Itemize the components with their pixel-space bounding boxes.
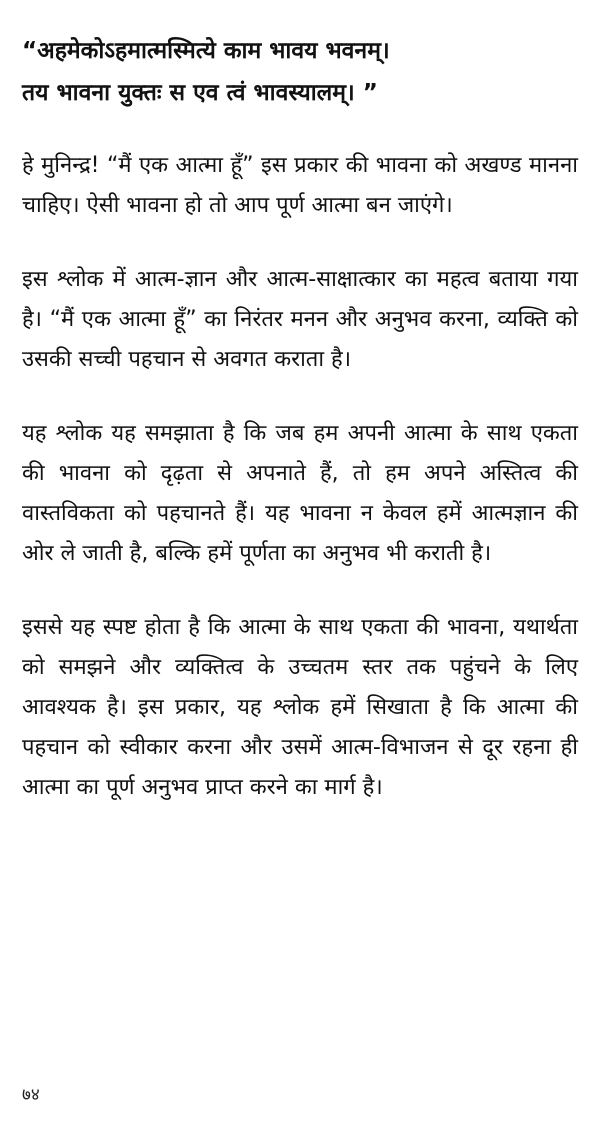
- page-number: ७४: [22, 1085, 40, 1105]
- shloka-line-2: तय भावना युक्तः स एव त्वं भावस्यालम्। ”: [22, 80, 378, 106]
- paragraph-3: यह श्लोक यह समझाता है कि जब हम अपनी आत्मा के साथ एकता की भावना को दृढ़ता से अपनाते हैं, तो हम अपने अस्तित्व की वास्तविकता को पहचानते हैं। यह भावना न केवल हमें आत्मज्ञान की ओर ले जाती है, बल्कि हमें पूर्णता का अनुभव भी कराती है।: [22, 421, 578, 566]
- paragraph-1: हे मुनिन्द्र! “मैं एक आत्मा हूँ” इस प्रकार की भावना को अखण्ड मानना चाहिए। ऐसी भावना हो तो आप पूर्ण आत्मा बन जाएंगे।: [22, 153, 578, 218]
- page-content: [22, 30, 578, 842]
- paragraph-2: इस श्लोक में आत्म-ज्ञान और आत्म-साक्षात्कार का महत्व बताया गया है। “मैं एक आत्मा हूँ” का निरंतर मनन और अनुभव करना, व्यक्ति को उसकी सच्ची पहचान से अवगत कराता है।: [22, 267, 578, 372]
- shloka-verse: [22, 30, 578, 114]
- shloka-line-1: “अहमेकोऽहमात्मस्मित्ये काम भावय भवनम्।: [22, 38, 390, 64]
- paragraph-4: इससे यह स्पष्ट होता है कि आत्मा के साथ एकता की भावना, यथार्थता को समझने और व्यक्तित्व के उच्चतम स्तर तक पहुंचने के लिए आवश्यक है। इस प्रकार, यह श्लोक हमें सिखाता है कि आत्मा की पहचान को स्वीकार करना और उसमें आत्म-विभाजन से दूर रहना ही आत्मा का पूर्ण अनुभव प्राप्त करने का मार्ग है।: [22, 615, 578, 800]
